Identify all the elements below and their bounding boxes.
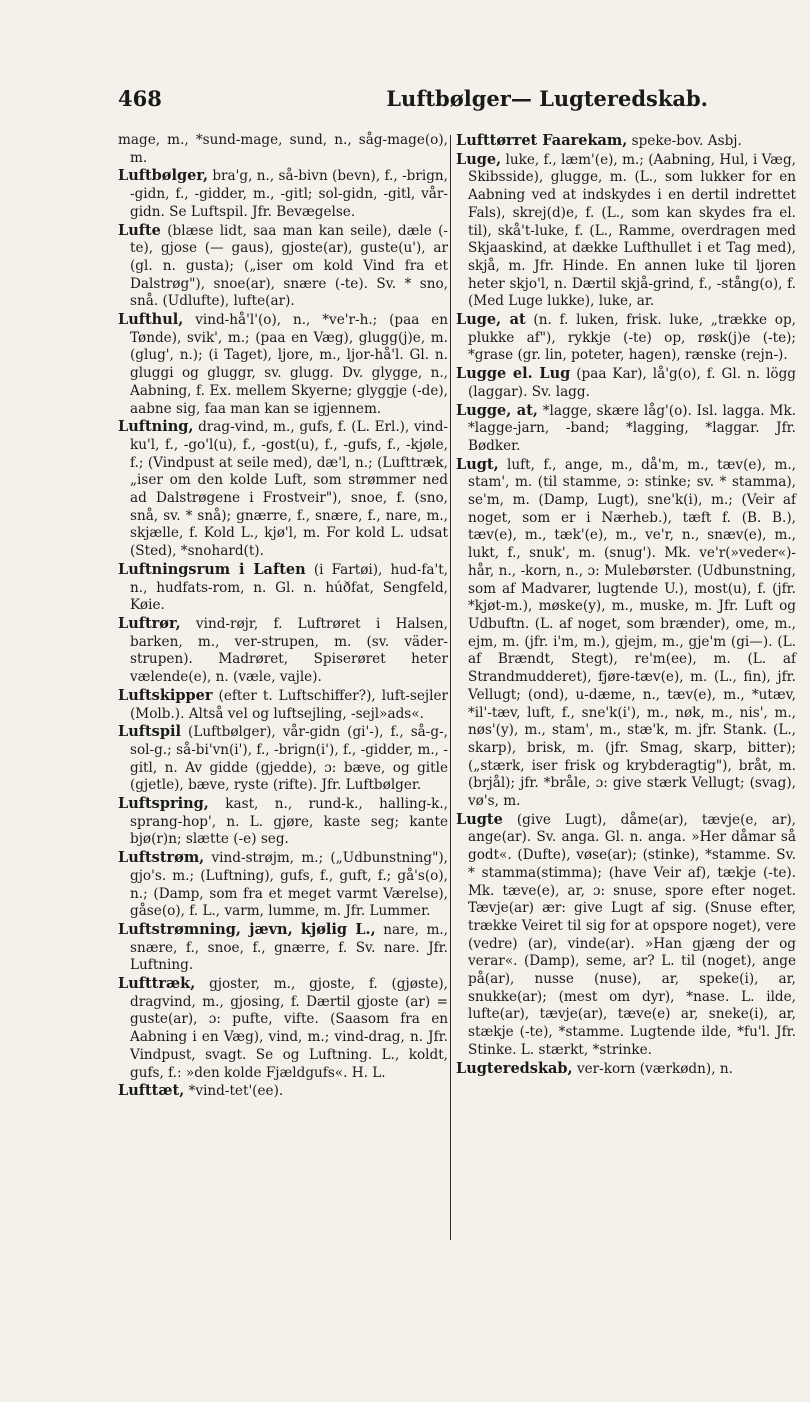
entry-definition: nare, m., snære, f., snoe, f., gnærre, f. Sv. nare. Jfr. Luftning. [130, 921, 448, 974]
entry-definition: vind-hå'l'(o), n., *ve'r-h.; (paa en Tønde), svik', m.; (paa en Væg), glugg(j)e, m. (glug', n.); (i Taget), ljore, m., ljor-hå'l. Gl. n. gluggi og gluggr, sv. glugg. Dv. glygge, n., Aabning, f. Ex. mellem Skyerne; glyggje (-de), aabne sig, faa man kan se igjennem. [130, 312, 448, 417]
entry-definition: *vind-tet'(ee). [188, 1083, 284, 1100]
dictionary-entry [118, 687, 448, 723]
entry-headword: Lufthul, [118, 311, 184, 329]
dictionary-entry [118, 167, 448, 221]
entry-definition: (paa Kar), lå'g(o), f. Gl. n. lögg (laggar). Sv. lagg. [468, 366, 797, 400]
dictionary-entry [118, 975, 448, 1082]
dictionary-entry [118, 561, 448, 615]
dictionary-entry [118, 132, 448, 167]
dictionary-entry [456, 132, 796, 151]
dictionary-entry [118, 795, 448, 849]
entry-definition: vind-røjr, f. Luftrøret i Halsen, barken, m., ver-strupen, m. (sv. väder-strupen). Madrøret, Spiserøret heter vælende(e), n. (væle, vajle). [130, 615, 448, 686]
entry-headword: Luftskipper [118, 686, 213, 704]
column-divider [450, 135, 451, 1240]
entry-definition: (n. f. luken, frisk. luke, „trække op, plukke af"), rykkje (-te) op, røsk(j)e (-te); *grase (gr. lin, poteter, hagen), rænske (rejn-). [468, 312, 796, 364]
dictionary-entry [118, 222, 448, 312]
entry-definition: bra'g, n., så-bivn (bevn), f., -brign, -gidn, f., -gidder, m., -gitl; sol-gidn, -gitl, vår-gidn. Se Luftspil. Jfr. Bevægelse. [130, 168, 448, 220]
entry-headword: Luftstrøm, [118, 849, 205, 867]
entry-definition: ver-korn (værkødn), n. [576, 1060, 733, 1077]
entry-definition: *lagge, skære låg'(o). Isl. lagga. Mk. *lagge-jarn, -band; *lagging, *laggar. Jfr. Bødker. [468, 402, 797, 454]
entry-definition: vind-strøjm, m.; („Udbunstning"), gjo's. m.; (Luftning), gufs, f., guft, f.; gå's(o), n.; (Damp, som fra et meget varmt Værelse), gåse(o), f. L., varm, lumme, m. Jfr. Lummer. [130, 850, 448, 920]
running-title: Luftbølger— Lugteredskab. [386, 86, 708, 111]
entry-headword: Luftstrømning, jævn, kjølig L., [118, 920, 376, 938]
entry-headword: Lufte [118, 221, 161, 239]
page-header [118, 86, 708, 122]
dictionary-entry [456, 1060, 796, 1079]
entry-headword: Luftrør, [118, 614, 181, 632]
entry-headword: Lugge, at, [456, 401, 538, 419]
dictionary-entry [118, 311, 448, 418]
entry-headword: Lufttræk, [118, 975, 196, 993]
dictionary-entry [456, 365, 796, 401]
entry-definition: speke-bov. Asbj. [631, 133, 742, 149]
entry-headword: Luftspring, [118, 795, 209, 813]
entry-headword: Luftbølger, [118, 167, 208, 185]
entry-headword: Lugt, [456, 455, 499, 473]
dictionary-entry [456, 456, 796, 811]
entry-definition: (i Fartøi), hud-fa't, n., hudfats-rom, n. Gl. n. húðfat, Sengfeld, Køie. [130, 561, 448, 614]
dictionary-entry [456, 151, 796, 311]
entry-headword: Luge, [456, 150, 502, 168]
dictionary-entry [456, 311, 796, 365]
dictionary-entry [456, 811, 796, 1060]
entry-headword: Luftning, [118, 418, 194, 436]
entry-definition: mage, m., *sund-mage, sund, n., såg-mage(o), m. [118, 132, 448, 166]
dictionary-entry [118, 615, 448, 687]
entry-headword: Lugte [456, 810, 503, 828]
page-number: 468 [118, 86, 162, 111]
entry-definition: luke, f., læm'(e), m.; (Aabning, Hul, i Væg, Skibsside), glugge, m. (L., som lukker for en Aabning ved at indskydes i en dertil indrettet Fals), skrej(d)e, f. (L., som kan skydes fra el. til), skå't-luke, f. (L., Ramme, overdragen med Skjaaskind, at dække Lufthullet i et Tag med), skjå, m. Jfr. Hinde. En annen luke til ljoren heter skjo'l, n. Dærtil skjå-grind, f., -stång(o), f. (Med Luge lukke), luke, ar. [468, 151, 796, 310]
right-column [456, 132, 796, 1078]
left-column [118, 132, 448, 1101]
entry-definition: gjoster, m., gjoste, f. (gjøste), dragvind, m., gjosing, f. Dærtil gjoste (ar) = guste(ar), ɔ: pufte, vifte. (Saasom fra en Aabning i en Væg), vind, m.; vind-drag, n. Jfr. Vindpust, svagt. Se og Luftning. L., koldt, gufs, f.: »den kolde Fjældgufs«. H. L. [130, 976, 448, 1081]
dictionary-entry [118, 723, 448, 795]
entry-definition: drag-vind, m., gufs, f. (L. Erl.), vind-ku'l, f., -go'l(u), f., -gost(u), f., -gufs, f., -kjøle, f.; (Vindpust at seile med), dæ'l, n.; (Lufttræk, „iser om den kolde Luft, som strømmer ned ad Dalstrøgene i Frostveir"), snoe, f. (sno, snå, sv. * snå); gnærre, f., snære, f., nare, m., skjælle, f. Kold L., kjø'l, m. For kold L. udsat (Sted), *snohard(t). [130, 419, 448, 560]
entry-definition: (Luftbølger), vår-gidn (gi'-), f., så-g-, sol-g.; så-bi'vn(i'), f., -brign(i'), f., -gidder, m., -gitl, n. Av gidde (gjedde), ɔ: bæve, og gitle (gjetle), bæve, ryste (rifte). Jfr. Luftbølger. [130, 724, 448, 794]
entry-headword: Lugge el. Lug [456, 365, 571, 383]
dictionary-entry [456, 402, 796, 456]
entry-definition: (give Lugt), dåme(ar), tævje(e, ar), ange(ar). Sv. anga. Gl. n. anga. »Her dåmar så godt«. (Dufte), vøse(ar); (stinke), *stamme. Sv. * stamma(stimma); (have Veir af), tækje (-te). Mk. tæve(e), ar, ɔ: snuse, spore efter noget. Tævje(ar) ær: give Lugt af sig. (Snuse efter, trække Veiret til sig for at opspore noget), vere (vedre) (ar), vinde(ar). »Han gjæng der og verar«. (Damp), seme, ar? L. til (noget), ange på(ar), nusse (nuse), ar, speke(i), ar, snukke(ar); (mest om dyr), *nase. L. ilde, lufte(ar), tævje(ar), tæve(e) ar, sneke(i), ar, stækje (-te), *stamme. Lugtende ilde, *fu'l. Jfr. Stinke. L. stærkt, *strinke. [468, 811, 797, 1058]
entry-definition: kast, n., rund-k., halling-k., sprang-hop', n. L. gjøre, kaste seg; kante bjø(r)n; slætte (-e) seg. [130, 796, 448, 848]
dictionary-entry [118, 849, 448, 921]
entry-headword: Lufttørret Faarekam, [456, 132, 628, 149]
entry-definition: (blæse lidt, saa man kan seile), dæle (-te), gjose (— gaus), gjoste(ar), guste(u'), ar (gl. n. gusta); („iser om kold Vind fra et Dalstrøg"), snoe(ar), snære (-te). Sv. * sno, snå. (Udlufte), lufte(ar). [130, 222, 448, 310]
dictionary-entry [118, 1082, 448, 1101]
entry-headword: Lugteredskab, [456, 1059, 573, 1077]
entry-headword: Luftspil [118, 723, 181, 741]
entry-headword: Lufttæt, [118, 1082, 185, 1100]
entry-definition: luft, f., ange, m., då'm, m., tæv(e), m., stam', m. (til stamme, ɔ: stinke; sv. * stamma), se'm, m. (Damp, Lugt), sne'k(i), m.; (Veir af noget, som er i Nærheb.), tæft f. (B. B.), tæv(e), m., tæk'(e), m., ve'r, n., snæv(e), m., lukt, f., snuk', m. (snug'). Mk. ve'r(»veder«)-hår, n., -korn, n., ɔ: Mulebørster. (Udbunstning, som af Madvarer, lugtende U.), most(u), f. (jfr. *kjøt-m.), møske(y), m., muske, m. Jfr. Luft og Udbuftn. (L. af noget, som brænder), ome, m., ejm, m. (jfr. i'm, m.), gjejm, m., gje'm (gi—). (L. af Brændt, Stegt), re'm(ee), m. (L. af Strandmudderet), fjøre-tæv(e), m. (L., fin), jfr. Vellugt; (ond), u-dæme, n., tæv(e), m., *utæv, *il'-tæv, luft, f., sne'k(i'), m., nøk, m., nis', m., nøs'(y), m., stam', m., stæ'k, m. jfr. Stank. (L., skarp), brisk, m. (jfr. Smag, skarp, bitter); („stærk, iser frisk og krybderagtig"), bråt, m. (brjål); jfr. *bråle, ɔ: give stærk Vellugt; (svag), vø's, m. [468, 456, 796, 810]
entry-definition: (efter t. Luftschiffer?), luft-sejler (Molb.). Altså vel og luftsejling, -sejl»ads«. [130, 687, 449, 722]
entry-headword: Luge, at [456, 311, 526, 329]
entry-headword: Luftningsrum i Laften [118, 560, 306, 578]
dictionary-entry [118, 418, 448, 561]
dictionary-entry [118, 921, 448, 975]
